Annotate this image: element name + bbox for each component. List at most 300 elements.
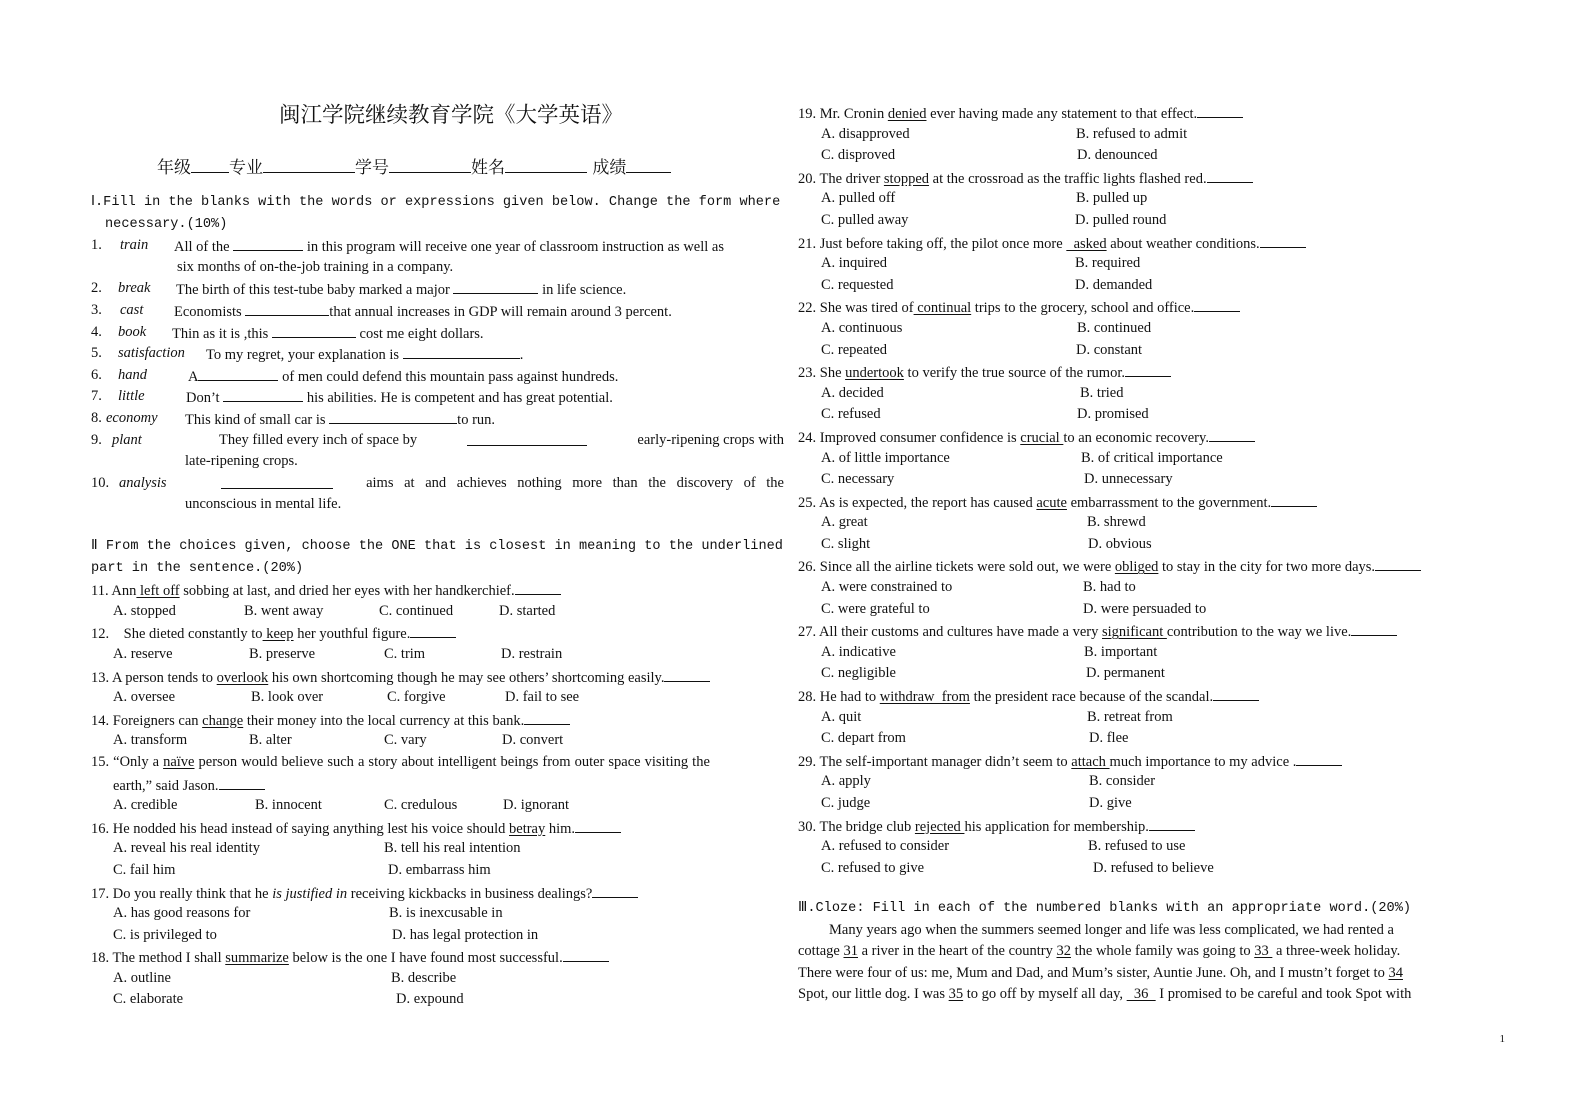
option-b[interactable]: B. describe bbox=[391, 969, 457, 986]
item-text-part: To my regret, your explanation is bbox=[206, 347, 400, 364]
question-text: 19. Mr. Cronin bbox=[798, 106, 888, 122]
item-text bbox=[206, 343, 523, 367]
item-text-part: Economists bbox=[174, 303, 242, 320]
option-c[interactable]: C. depart from bbox=[821, 730, 906, 747]
option-c[interactable]: C. vary bbox=[384, 732, 427, 749]
item-number: 6. bbox=[91, 366, 102, 383]
cloze-blank-35[interactable]: 35 bbox=[948, 986, 964, 1003]
question-19 bbox=[798, 102, 1488, 124]
option-d[interactable]: D. obvious bbox=[1088, 535, 1152, 552]
item-number: 1. bbox=[91, 237, 102, 254]
options-row bbox=[798, 534, 1488, 556]
item-text-part: The birth of this test-tube baby marked a major bbox=[176, 282, 450, 299]
options-row bbox=[798, 275, 1488, 297]
option-a[interactable]: A. decided bbox=[821, 384, 884, 401]
item-text bbox=[219, 430, 784, 452]
section-2-heading: Ⅱ From the choices given, choose the ONE that is closest in meaning to the underlined bbox=[91, 539, 783, 554]
question-20 bbox=[798, 167, 1488, 189]
underlined-phrase: withdraw from bbox=[879, 689, 970, 706]
option-b[interactable]: B. pulled up bbox=[1076, 190, 1148, 207]
question-text: 20. The driver bbox=[798, 170, 884, 187]
underlined-phrase: crucial bbox=[1020, 429, 1064, 446]
answer-blank[interactable] bbox=[664, 666, 710, 682]
option-b[interactable]: B. innocent bbox=[255, 797, 322, 814]
student-info-line bbox=[157, 154, 671, 181]
options-row bbox=[91, 925, 784, 947]
option-d[interactable]: D. embarrass him bbox=[388, 861, 491, 878]
score-blank[interactable] bbox=[626, 154, 671, 173]
underlined-phrase: significant bbox=[1102, 624, 1167, 641]
section-3-heading: Ⅲ.Cloze: Fill in each of the numbered blanks with an appropriate word.(20%) bbox=[798, 901, 1412, 916]
option-c[interactable]: C. trim bbox=[384, 645, 426, 662]
question-text: receiving kickbacks in business dealings? bbox=[347, 885, 593, 902]
item-text-part: to run. bbox=[457, 411, 496, 428]
option-c[interactable]: C. refused to give bbox=[821, 859, 925, 876]
question-text: 16. He nodded his head instead of saying anything lest his voice should bbox=[91, 820, 510, 837]
question-12 bbox=[91, 622, 784, 644]
answer-blank[interactable] bbox=[410, 622, 456, 638]
question-25 bbox=[798, 491, 1488, 513]
question-11 bbox=[91, 579, 784, 601]
answer-blank[interactable] bbox=[1209, 426, 1255, 442]
options-row bbox=[798, 124, 1488, 146]
option-b[interactable]: B. tell his real intention bbox=[384, 840, 521, 857]
option-c[interactable]: C. credulous bbox=[384, 797, 458, 814]
option-d[interactable]: D. give bbox=[1089, 795, 1132, 811]
question-text: 25. As is expected, the report has caused bbox=[798, 494, 1037, 511]
major-blank[interactable] bbox=[263, 154, 355, 173]
underlined-phrase: naïve bbox=[163, 753, 195, 770]
answer-blank[interactable] bbox=[329, 408, 457, 424]
options-row bbox=[798, 642, 1488, 664]
options-row bbox=[798, 448, 1488, 470]
underlined-phrase: rejected bbox=[914, 818, 965, 835]
item-number: 7. bbox=[91, 388, 102, 405]
option-a[interactable]: A. disapproved bbox=[821, 125, 910, 142]
option-b[interactable]: B. required bbox=[1075, 255, 1141, 272]
option-b[interactable]: B. shrewd bbox=[1087, 514, 1146, 531]
item-text bbox=[185, 408, 495, 432]
options-row bbox=[91, 601, 784, 623]
underlined-phrase: keep bbox=[262, 626, 294, 643]
option-a[interactable]: A. stopped bbox=[113, 602, 176, 619]
options-row bbox=[91, 968, 784, 990]
question-text: 21. Just before taking off, the pilot once more bbox=[798, 235, 1067, 252]
answer-blank[interactable] bbox=[575, 817, 621, 833]
list-item bbox=[91, 408, 784, 430]
option-c[interactable]: C. necessary bbox=[821, 471, 895, 488]
option-d[interactable]: D. ignorant bbox=[503, 797, 570, 814]
question-text: to an economic recovery. bbox=[1063, 429, 1209, 446]
answer-blank[interactable] bbox=[198, 365, 278, 381]
option-c[interactable]: C. fail him bbox=[113, 861, 176, 878]
list-item bbox=[91, 235, 784, 257]
option-c[interactable]: C. continued bbox=[379, 602, 454, 619]
option-b[interactable]: B. look over bbox=[251, 689, 324, 706]
option-a[interactable]: A. refused to consider bbox=[821, 838, 950, 855]
option-b[interactable]: B. consider bbox=[1089, 773, 1156, 790]
section-2-heading-cont: part in the sentence.(20%) bbox=[91, 560, 304, 576]
option-d[interactable]: D. started bbox=[499, 602, 556, 619]
item-text-part: Don’t bbox=[186, 390, 220, 407]
answer-blank[interactable] bbox=[467, 430, 587, 446]
option-b[interactable]: B. continued bbox=[1077, 319, 1152, 336]
question-text: 28. He had to bbox=[798, 689, 880, 706]
question-text: his application for membership. bbox=[964, 818, 1149, 835]
option-d[interactable]: D. demanded bbox=[1075, 276, 1153, 293]
option-d[interactable]: D. flee bbox=[1089, 730, 1129, 747]
page-title: 闽江学院继续教育学院《大学英语》 bbox=[278, 103, 623, 128]
underlined-phrase: undertook bbox=[845, 365, 904, 382]
options-row bbox=[798, 340, 1488, 362]
question-15 bbox=[91, 752, 784, 774]
student-id-blank[interactable] bbox=[389, 154, 471, 173]
option-b[interactable]: B. had to bbox=[1083, 579, 1136, 596]
question-text: his own shortcoming though he may see others’ shortcoming easily. bbox=[268, 669, 665, 686]
section-2-continued bbox=[798, 102, 1488, 879]
option-d[interactable]: D. expound bbox=[396, 991, 464, 1008]
list-item bbox=[91, 300, 784, 322]
answer-blank[interactable] bbox=[1149, 815, 1195, 831]
underlined-phrase: asked bbox=[1066, 235, 1107, 252]
options-row bbox=[798, 188, 1488, 210]
options-row bbox=[798, 599, 1488, 621]
question-text: much importance to my advice . bbox=[1109, 753, 1297, 770]
answer-blank[interactable] bbox=[245, 300, 329, 316]
question-text: 11. Ann bbox=[91, 583, 137, 600]
option-d[interactable]: D. permanent bbox=[1086, 665, 1165, 682]
item-number: 9. bbox=[91, 431, 102, 448]
item-number: 4. bbox=[91, 323, 102, 340]
cloze-text: Spot, our little dog. I was bbox=[798, 986, 949, 1003]
question-text: 27. All their customs and cultures have made a very bbox=[798, 624, 1103, 641]
cloze-text: a three-week holiday. bbox=[1272, 943, 1401, 960]
answer-blank[interactable] bbox=[524, 709, 570, 725]
cloze-blank-31[interactable]: 31 bbox=[843, 943, 858, 960]
option-c[interactable]: C. slight bbox=[821, 535, 871, 552]
option-a[interactable]: A. reveal his real identity bbox=[113, 840, 260, 857]
option-d[interactable]: D. constant bbox=[1076, 341, 1143, 358]
answer-blank[interactable] bbox=[1125, 361, 1171, 377]
option-d[interactable]: D. promised bbox=[1077, 406, 1149, 423]
question-text: to verify the true source of the rumor. bbox=[903, 365, 1125, 382]
answer-blank[interactable] bbox=[1260, 232, 1306, 248]
options-row bbox=[798, 383, 1488, 405]
answer-blank[interactable] bbox=[223, 386, 303, 402]
item-text bbox=[188, 365, 618, 389]
options-row bbox=[798, 469, 1488, 491]
list-item bbox=[91, 322, 784, 344]
item-word: cast bbox=[120, 301, 144, 318]
option-a[interactable]: A. pulled off bbox=[821, 190, 896, 207]
question-text: 26. Since all the airline tickets were sold out, we were bbox=[798, 559, 1115, 576]
item-number: 5. bbox=[91, 345, 102, 362]
question-22 bbox=[798, 296, 1488, 318]
cloze-blank-32[interactable]: 32 bbox=[1056, 943, 1071, 960]
question-27 bbox=[798, 620, 1488, 642]
answer-blank[interactable] bbox=[221, 473, 333, 489]
answer-blank[interactable] bbox=[233, 235, 303, 251]
answer-blank[interactable] bbox=[453, 278, 538, 294]
question-18 bbox=[91, 946, 784, 968]
question-text: 23. She bbox=[798, 365, 846, 382]
item-text-part: in life science. bbox=[542, 282, 627, 299]
option-d[interactable]: D. convert bbox=[502, 732, 564, 749]
option-b[interactable]: B. refused to use bbox=[1088, 838, 1186, 855]
options-row bbox=[91, 795, 784, 817]
answer-blank[interactable] bbox=[1197, 102, 1243, 118]
cloze-text: the whole family was going to bbox=[1071, 943, 1255, 960]
options-row bbox=[798, 663, 1488, 685]
question-text: contribution to the way we live. bbox=[1166, 624, 1352, 641]
cloze-blank-33[interactable]: 33 bbox=[1254, 943, 1273, 960]
option-a[interactable]: A. were constrained to bbox=[821, 579, 953, 596]
options-row bbox=[798, 145, 1488, 167]
item-text bbox=[172, 322, 484, 346]
name-blank[interactable] bbox=[505, 154, 587, 173]
question-30 bbox=[798, 815, 1488, 837]
item-text-part: of men could defend this mountain pass against hundreds. bbox=[282, 368, 619, 385]
answer-blank[interactable] bbox=[1351, 620, 1397, 636]
option-d[interactable]: D. denounced bbox=[1077, 147, 1158, 164]
name-label: 姓名 bbox=[471, 158, 505, 178]
section-3 bbox=[798, 898, 1488, 1006]
question-text: 13. A person tends to bbox=[91, 669, 217, 686]
answer-blank[interactable] bbox=[1213, 685, 1259, 701]
option-a[interactable]: A. credible bbox=[113, 797, 178, 814]
answer-blank[interactable] bbox=[563, 946, 609, 962]
answer-blank[interactable] bbox=[1194, 296, 1240, 312]
list-item bbox=[91, 278, 784, 300]
cloze-text: to go off by myself all day, bbox=[963, 986, 1127, 1003]
grade-label: 年级 bbox=[157, 158, 191, 178]
option-d[interactable]: D. refused to believe bbox=[1093, 859, 1214, 876]
question-text: below is the one I have found most successful. bbox=[288, 950, 563, 967]
option-a[interactable]: A. continuous bbox=[821, 319, 903, 336]
option-a[interactable]: A. has good reasons for bbox=[113, 905, 251, 922]
options-row bbox=[798, 771, 1488, 793]
option-c[interactable]: C. pulled away bbox=[821, 211, 909, 228]
option-a[interactable]: A. outline bbox=[113, 969, 171, 986]
options-row bbox=[798, 707, 1488, 729]
question-text: about weather conditions. bbox=[1106, 235, 1260, 252]
answer-blank[interactable] bbox=[1271, 491, 1317, 507]
answer-blank[interactable] bbox=[403, 343, 520, 359]
answer-blank[interactable] bbox=[592, 882, 638, 898]
section-1-heading: Ⅰ.Fill in the blanks with the words or expressions given below. Change the form where bbox=[91, 195, 781, 210]
option-c[interactable]: C. disproved bbox=[821, 147, 896, 164]
option-a[interactable]: A. indicative bbox=[821, 643, 896, 660]
option-a[interactable]: A. reserve bbox=[113, 645, 173, 662]
options-row bbox=[798, 836, 1488, 858]
score-label: 成绩 bbox=[592, 158, 627, 178]
answer-blank[interactable] bbox=[1296, 750, 1342, 766]
options-row bbox=[91, 644, 784, 666]
option-c[interactable]: C. refused bbox=[821, 406, 881, 423]
underlined-phrase: betray bbox=[509, 820, 546, 837]
option-d[interactable]: D. unnecessary bbox=[1084, 471, 1173, 488]
item-word: economy bbox=[106, 409, 158, 426]
option-d[interactable]: D. has legal protection in bbox=[392, 926, 539, 943]
option-d[interactable]: D. restrain bbox=[501, 645, 563, 662]
list-item bbox=[91, 343, 784, 365]
item-word: plant bbox=[112, 431, 142, 448]
options-row bbox=[798, 858, 1488, 880]
item-text-part: in this program will receive one year of classroom instruction as well as bbox=[306, 239, 724, 256]
options-row bbox=[798, 512, 1488, 534]
item-number: 8. bbox=[91, 409, 102, 426]
item-number: 3. bbox=[91, 301, 102, 318]
item-text bbox=[174, 300, 672, 324]
option-c[interactable]: C. judge bbox=[821, 795, 871, 811]
option-b[interactable]: B. alter bbox=[249, 732, 292, 749]
list-item bbox=[91, 365, 784, 387]
cloze-blank-34[interactable]: 34 bbox=[1388, 964, 1403, 981]
option-a[interactable]: A. great bbox=[821, 514, 868, 531]
cloze-line bbox=[798, 941, 1488, 963]
underlined-phrase: acute bbox=[1036, 494, 1067, 511]
question-29 bbox=[798, 750, 1488, 772]
question-15-cont bbox=[91, 774, 784, 796]
question-text: person would believe such a story about intelligent beings from outer space visiting the bbox=[194, 753, 710, 770]
question-26 bbox=[798, 555, 1488, 577]
question-text: 18. The method I shall bbox=[91, 950, 226, 967]
underlined-phrase: obliged bbox=[1114, 559, 1159, 576]
option-a[interactable]: A. apply bbox=[821, 773, 871, 790]
option-d[interactable]: D. pulled round bbox=[1075, 211, 1167, 228]
option-b[interactable]: B. went away bbox=[244, 602, 324, 619]
option-c[interactable]: C. negligible bbox=[821, 665, 896, 682]
underlined-phrase: attach bbox=[1071, 753, 1110, 770]
underlined-phrase: overlook bbox=[216, 669, 269, 686]
question-text: embarrassment to the government. bbox=[1066, 494, 1272, 511]
cloze-text: There were four of us: me, Mum and Dad, and Mum’s sister, Auntie June. Oh, and I mustn’t forget to bbox=[798, 964, 1389, 981]
question-text: ever having made any statement to that effect. bbox=[926, 106, 1198, 122]
question-text: 22. She was tired of bbox=[798, 300, 914, 317]
section-1 bbox=[91, 192, 784, 516]
options-row bbox=[798, 404, 1488, 426]
list-item bbox=[91, 430, 784, 452]
grade-blank[interactable] bbox=[191, 154, 229, 173]
item-text-part: his abilities. He is competent and has great potential. bbox=[306, 390, 613, 407]
item-text-part: This kind of small car is bbox=[185, 411, 326, 428]
question-text: 17. Do you really think that he bbox=[91, 885, 273, 902]
item-text bbox=[176, 278, 626, 302]
question-text: to stay in the city for two more days. bbox=[1158, 559, 1376, 576]
option-b[interactable]: B. tried bbox=[1080, 384, 1124, 401]
options-row bbox=[91, 903, 784, 925]
options-row bbox=[91, 687, 784, 709]
major-label: 专业 bbox=[229, 158, 263, 178]
option-c[interactable]: C. is privileged to bbox=[113, 926, 217, 943]
item-word: book bbox=[118, 323, 147, 340]
question-21 bbox=[798, 232, 1488, 254]
option-d[interactable]: D. were persuaded to bbox=[1083, 600, 1207, 617]
option-b[interactable]: B. is inexcusable in bbox=[389, 905, 503, 922]
option-b[interactable]: B. refused to admit bbox=[1076, 125, 1188, 142]
question-14 bbox=[91, 709, 784, 731]
options-row bbox=[798, 318, 1488, 340]
question-text: him. bbox=[545, 820, 576, 837]
options-row bbox=[91, 838, 784, 860]
answer-blank[interactable] bbox=[1207, 167, 1253, 183]
item-text bbox=[221, 473, 784, 495]
question-17 bbox=[91, 882, 784, 904]
question-text: their money into the local currency at this bank. bbox=[243, 712, 525, 729]
item-text bbox=[186, 386, 613, 410]
item-number: 10. bbox=[91, 474, 110, 491]
underlined-phrase: change bbox=[202, 712, 244, 729]
question-13 bbox=[91, 666, 784, 688]
question-text: sobbing at last, and dried her eyes with her handkerchief. bbox=[179, 583, 515, 600]
option-a[interactable]: A. inquired bbox=[821, 255, 888, 272]
student-id-label: 学号 bbox=[355, 158, 389, 178]
options-row bbox=[91, 989, 784, 1011]
option-c[interactable]: C. forgive bbox=[387, 689, 446, 706]
cloze-text: a river in the heart of the country bbox=[858, 943, 1057, 960]
options-row bbox=[798, 577, 1488, 599]
item-word: break bbox=[118, 280, 151, 297]
section-2 bbox=[91, 536, 784, 1011]
option-b[interactable]: B. preserve bbox=[249, 645, 316, 662]
question-text: 14. Foreigners can bbox=[91, 712, 203, 729]
question-text: 12. She dieted constantly to bbox=[91, 626, 263, 643]
options-row bbox=[91, 730, 784, 752]
question-text: earth,” said Jason. bbox=[113, 777, 219, 794]
question-text: the president race because of the scandal. bbox=[969, 689, 1214, 706]
item-word: little bbox=[118, 388, 145, 405]
options-row bbox=[798, 210, 1488, 232]
option-a[interactable]: A. oversee bbox=[113, 689, 176, 706]
question-text: at the crossroad as the traffic lights flashed red. bbox=[929, 170, 1207, 187]
answer-blank[interactable] bbox=[515, 579, 561, 595]
question-text: her youthful figure. bbox=[293, 626, 411, 643]
answer-blank[interactable] bbox=[219, 774, 265, 790]
answer-blank[interactable] bbox=[272, 322, 356, 338]
list-item-cont: six months of on-the-job training in a company. bbox=[177, 258, 454, 275]
cloze-line: Many years ago when the summers seemed longer and life was less complicated, we had rented a bbox=[829, 921, 1394, 938]
options-row bbox=[91, 860, 784, 882]
item-text bbox=[174, 235, 784, 259]
options-row bbox=[798, 793, 1488, 815]
answer-blank[interactable] bbox=[1375, 555, 1421, 571]
option-d[interactable]: D. fail to see bbox=[505, 689, 580, 706]
cloze-blank-36[interactable]: 36 bbox=[1126, 986, 1156, 1003]
option-b[interactable]: B. important bbox=[1084, 643, 1158, 660]
item-text-part: A bbox=[188, 368, 199, 385]
option-c[interactable]: C. elaborate bbox=[113, 991, 184, 1008]
options-row bbox=[798, 728, 1488, 750]
list-item-cont: unconscious in mental life. bbox=[185, 496, 342, 513]
item-word: satisfaction bbox=[118, 345, 185, 362]
option-c[interactable]: C. repeated bbox=[821, 341, 888, 358]
list-item bbox=[91, 473, 784, 495]
item-word: analysis bbox=[119, 474, 167, 491]
option-a[interactable]: A. transform bbox=[113, 732, 188, 749]
cloze-line bbox=[798, 984, 1488, 1006]
item-text-part: . bbox=[519, 347, 524, 364]
cloze-line bbox=[798, 963, 1488, 985]
option-a[interactable]: A. of little importance bbox=[821, 449, 950, 466]
italic-phrase: is justified in bbox=[272, 885, 348, 902]
option-b[interactable]: B. of critical importance bbox=[1081, 449, 1223, 466]
option-c[interactable]: C. were grateful to bbox=[821, 600, 930, 617]
option-a[interactable]: A. quit bbox=[821, 708, 862, 725]
option-c[interactable]: C. requested bbox=[821, 276, 894, 293]
page-number: 1 bbox=[1499, 1033, 1505, 1045]
option-b[interactable]: B. retreat from bbox=[1087, 708, 1173, 725]
underlined-phrase: summarize bbox=[225, 950, 289, 967]
